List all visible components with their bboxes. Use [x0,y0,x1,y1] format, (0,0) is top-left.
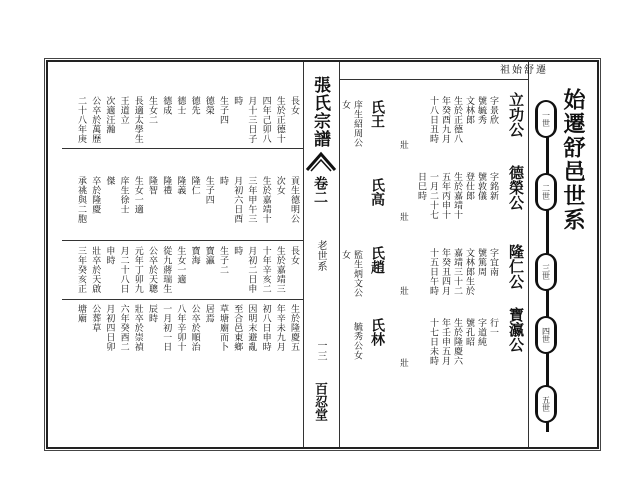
left-row-1-col: 二十八年庚 [76,96,86,144]
left-row-3-col: 寶瀛 [203,246,214,265]
left-row-3-col: 三年癸亥正 [76,246,86,294]
left-row-1-col: 德成 [161,96,172,115]
left-row-4-col: 公卒於順治 [189,304,200,352]
ancestor-4-name: 寶瀛公 [507,307,525,352]
left-row-3-col: 公卒於天聰 [147,246,157,294]
left-row-2-col: 隆仁 [189,176,200,195]
wife-3-note: 壯 [398,286,408,296]
left-row-2-col: 隆義 [175,176,186,195]
left-row-1-col: 時 [232,96,243,106]
left-row-4-col: 一月初一日 [161,304,172,352]
book-title: 張氏宗譜 [310,76,330,148]
row-rule-2 [62,240,303,241]
left-row-4-col: 年辛未九月 [274,304,285,352]
left-row-2-col: 月初六日酉 [232,176,243,224]
left-row-2-col: 貢生德明公 [289,176,299,224]
generation-5-badge: 五世 [535,385,557,423]
generation-2-badge: 二世 [535,173,557,211]
left-row-4-col: 生於隆慶五 [289,304,299,352]
left-row-3-col: 月初二日申 [246,246,257,294]
left-row-4-col: 至合邑東鄉 [232,304,243,352]
left-row-3-col: 從九蔣瑞生 [161,246,172,294]
left-row-3-col: 壯卒於天啟 [90,246,101,294]
left-row-2-col: 庠生徐士 [118,176,129,214]
top-rule [340,79,528,80]
right-panel-divider [528,62,529,447]
left-row-4-col: 塘廟 [76,304,86,323]
left-row-1-col: 王道立 [118,96,129,125]
wife-2-name: 氏高 [369,178,385,206]
left-row-3-col: 時 [232,246,243,256]
left-row-4-col: 初八日申時 [260,304,271,352]
left-row-3-col: 元年丁卯九 [132,246,143,294]
left-row-1-col: 德士 [175,96,186,115]
section-label: 老世系 [315,240,326,272]
left-row-2-col: 傑 [104,176,115,186]
left-row-2-col: 生於嘉靖十 [260,176,271,224]
wife-4-note: 壯 [398,358,408,368]
wife-1-note: 壯 [398,140,408,150]
page-number: 一三 [315,340,326,361]
ancestor-1-name: 立功公 [507,92,525,137]
left-row-3-col: 生子二 [218,246,228,275]
left-row-1-col: 長女 [289,96,299,115]
left-row-3-col: 生女一適 [175,246,186,284]
genealogy-heading: 始遷舒邑世系 [560,88,586,232]
left-row-1-col: 德榮 [203,96,214,115]
left-row-1-col: 生於正德十 [274,96,285,144]
left-row-1-col: 生女二 [147,96,157,125]
left-row-2-col: 三年甲午三 [246,176,257,224]
row-rule-1 [62,148,303,149]
left-row-4-col: 因明末避亂 [246,304,257,352]
left-row-3-col: 寶海 [189,246,200,265]
left-row-1-col: 生子四 [218,96,228,125]
ancestor-3-name: 隆仁公 [507,244,525,289]
top-label: 祖始舒遷 [500,65,548,76]
left-row-1-col: 長適太學生 [132,96,143,144]
left-row-2-col: 時 [218,176,228,186]
left-row-2-col: 卒於隆慶 [90,176,101,214]
volume-label: 卷二 [312,176,328,204]
left-row-2-col: 隆禮 [161,176,172,195]
wife-1-name: 氏王 [369,100,385,128]
left-row-4-col: 月初四日卯 [104,304,115,352]
left-row-1-col: 德先 [189,96,200,115]
left-row-4-col: 草塘廟而卜 [218,304,228,352]
left-row-1-col: 次適汪瀚 [104,96,115,134]
spine-left-line [303,62,304,447]
left-row-3-col: 生於嘉靖三 [274,246,285,294]
left-row-3-col: 月二十八日 [118,246,129,294]
left-row-3-col: 十年辛亥二 [260,246,271,294]
left-row-4-col: 八年辛卯十 [175,304,186,352]
left-row-1-col: 四年己卯八 [260,96,271,144]
left-row-1-col: 公卒於萬歷 [90,96,101,144]
left-row-2-col: 生女一適 [132,176,143,214]
left-row-1-col: 月十三日子 [246,96,257,144]
ancestor-2-name: 德榮公 [507,165,525,210]
hall-name: 百忍堂 [312,382,327,421]
chevron-ornament [305,150,337,172]
left-row-4-col: 六年癸酉二 [118,304,129,352]
generation-1-badge: 一世 [535,100,557,138]
left-row-4-col: 辰時 [147,304,157,323]
left-row-3-col: 申時 [104,246,115,265]
generation-3-badge: 三世 [535,253,557,291]
wife-4-name: 氏林 [369,318,385,346]
generation-4-badge: 四世 [535,316,557,354]
left-row-2-col: 次女 [274,176,285,195]
left-row-4-col: 壯卒於崇禎 [132,304,143,352]
left-row-2-col: 隆智 [147,176,157,195]
left-row-2-col: 生子四 [203,176,214,205]
left-row-4-col: 居焉 [203,304,214,323]
row-rule-3 [62,299,303,300]
left-row-3-col: 長女 [289,246,299,265]
left-row-4-col: 公葬草 [90,304,101,333]
wife-3-name: 氏趙 [369,246,385,274]
wife-2-note: 壯 [398,212,408,222]
left-row-2-col: 承祧與二胞 [76,176,86,224]
